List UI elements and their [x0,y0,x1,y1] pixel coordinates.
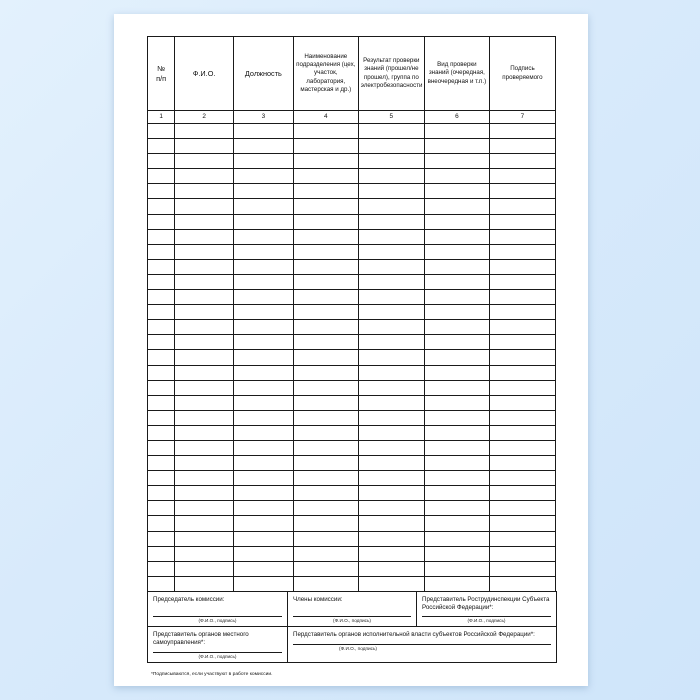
table-cell-empty[interactable] [358,531,424,546]
table-row[interactable] [148,456,556,471]
column-header-position [234,37,294,111]
table-cell-empty[interactable] [293,456,358,471]
table-cell-empty[interactable] [424,274,489,289]
table-row[interactable] [148,501,556,516]
table-cell-empty[interactable] [358,274,424,289]
table-row[interactable] [148,259,556,274]
table-cell-empty[interactable] [148,305,175,320]
table-cell-empty[interactable] [424,395,489,410]
table-cell-empty[interactable] [293,139,358,154]
table-cell-empty[interactable] [358,501,424,516]
table-row[interactable] [148,350,556,365]
table-cell-empty[interactable] [175,380,234,395]
table-cell-empty[interactable] [293,199,358,214]
table-cell-empty[interactable] [424,425,489,440]
table-cell-empty[interactable] [489,274,555,289]
table-row[interactable] [148,440,556,455]
table-cell-empty[interactable] [293,501,358,516]
table-row[interactable] [148,199,556,214]
table-cell-empty[interactable] [175,199,234,214]
table-cell-empty[interactable] [424,305,489,320]
table-cell-empty[interactable] [175,440,234,455]
chairman-signature-line[interactable] [153,616,282,617]
table-cell-empty[interactable] [424,456,489,471]
column-header-signature-label: Подпись проверяемого [502,65,543,81]
table-cell-empty[interactable] [424,501,489,516]
table-cell-empty[interactable] [358,244,424,259]
table-cell-empty[interactable] [489,320,555,335]
table-cell-empty[interactable] [148,184,175,199]
table-cell-empty[interactable] [234,456,294,471]
rostrudinspection-signature-line[interactable] [422,616,551,617]
table-row[interactable] [148,274,556,289]
table-cell-empty[interactable] [424,214,489,229]
table-cell-empty[interactable] [148,380,175,395]
table-cell-empty[interactable] [358,290,424,305]
table-cell-empty[interactable] [424,471,489,486]
table-cell-empty[interactable] [234,199,294,214]
table-cell-empty[interactable] [489,576,555,591]
table-cell-empty[interactable] [489,335,555,350]
table-row[interactable] [148,169,556,184]
table-cell-empty[interactable] [175,501,234,516]
table-cell-empty[interactable] [234,425,294,440]
table-cell-empty[interactable] [424,290,489,305]
table-cell-empty[interactable] [358,440,424,455]
column-header-department [293,37,358,111]
footnote: *Подписываются, если участвуют в работе комиссии. [151,672,273,678]
table-cell-empty[interactable] [175,365,234,380]
chairman-label: Председатель комиссии: [153,595,225,603]
table-cell-empty[interactable] [175,546,234,561]
table-cell-empty[interactable] [424,486,489,501]
table-cell-empty[interactable] [148,456,175,471]
column-header-signature [489,37,555,111]
column-header-result-label: Результат проверки знаний (прошел/не прошел), группа по электробезопасности [360,57,423,89]
table-cell-empty[interactable] [293,169,358,184]
table-cell-empty[interactable] [175,531,234,546]
table-cell-empty[interactable] [424,124,489,139]
signature-row-bottom [148,627,557,663]
table-cell-empty[interactable] [424,335,489,350]
table-cell-empty[interactable] [489,425,555,440]
table-cell-empty[interactable] [489,561,555,576]
table-cell-empty[interactable] [424,440,489,455]
local-government-label: Представитель органов местного самоуправления*: [153,631,249,647]
table-cell-empty[interactable] [358,456,424,471]
table-cell-empty[interactable] [293,440,358,455]
table-cell-empty[interactable] [234,561,294,576]
table-cell-empty[interactable] [175,576,234,591]
table-cell-empty[interactable] [489,456,555,471]
table-cell-empty[interactable] [358,516,424,531]
table-cell-empty[interactable] [148,486,175,501]
table-cell-empty[interactable] [234,259,294,274]
table-cell-empty[interactable] [234,244,294,259]
table-cell-empty[interactable] [234,350,294,365]
table-cell-empty[interactable] [234,290,294,305]
table-cell-empty[interactable] [175,425,234,440]
table-cell-empty[interactable] [148,365,175,380]
members-label: Члены комиссии: [293,595,343,603]
local-government-caption: (Ф.И.О., подпись) [198,654,237,660]
table-cell-empty[interactable] [234,305,294,320]
table-cell-empty[interactable] [424,365,489,380]
table-cell-empty[interactable] [293,561,358,576]
table-cell-empty[interactable] [489,154,555,169]
table-cell-empty[interactable] [489,471,555,486]
table-cell-empty[interactable] [293,259,358,274]
table-cell-empty[interactable] [234,320,294,335]
table-cell-empty[interactable] [358,576,424,591]
table-row[interactable] [148,576,556,591]
table-cell-empty[interactable] [148,169,175,184]
table-cell-empty[interactable] [293,365,358,380]
table-cell-empty[interactable] [234,410,294,425]
table-cell-empty[interactable] [358,546,424,561]
rostrudinspection-cell [417,591,557,626]
chairman-caption: (Ф.И.О., подпись) [198,617,237,623]
table-cell-empty[interactable] [148,546,175,561]
rostrudinspection-label: Представитель Рострудинспекции Субъекта Российской Федерации*: [422,595,550,611]
table-cell-empty[interactable] [175,456,234,471]
table-cell-empty[interactable] [489,395,555,410]
table-cell-empty[interactable] [293,229,358,244]
knowledge-check-table [147,36,556,592]
table-cell-empty[interactable] [424,576,489,591]
table-cell-empty[interactable] [148,350,175,365]
table-row[interactable] [148,139,556,154]
table-cell-empty[interactable] [234,335,294,350]
table-cell-empty[interactable] [424,184,489,199]
table-cell-empty[interactable] [424,139,489,154]
table-cell-empty[interactable] [234,576,294,591]
table-row[interactable] [148,229,556,244]
table-cell-empty[interactable] [148,229,175,244]
table-cell-empty[interactable] [148,395,175,410]
table-cell-empty[interactable] [148,320,175,335]
table-cell-empty[interactable] [293,350,358,365]
table-row[interactable] [148,214,556,229]
table-cell-empty[interactable] [293,471,358,486]
table-row[interactable] [148,471,556,486]
table-cell-empty[interactable] [293,516,358,531]
table-cell-empty[interactable] [148,199,175,214]
table-cell-empty[interactable] [489,124,555,139]
table-cell-empty[interactable] [175,169,234,184]
table-cell-empty[interactable] [489,139,555,154]
table-cell-empty[interactable] [424,199,489,214]
table-cell-empty[interactable] [234,154,294,169]
table-cell-empty[interactable] [293,290,358,305]
table-row[interactable] [148,184,556,199]
table-cell-empty[interactable] [358,320,424,335]
table-cell-empty[interactable] [175,259,234,274]
table-row[interactable] [148,425,556,440]
column-number-cell: 7 [489,111,555,124]
table-cell-empty[interactable] [358,199,424,214]
table-row[interactable] [148,380,556,395]
table-cell-empty[interactable] [175,139,234,154]
table-cell-empty[interactable] [293,274,358,289]
members-cell [288,591,417,626]
table-cell-empty[interactable] [175,471,234,486]
table-cell-empty[interactable] [293,576,358,591]
table-cell-empty[interactable] [148,290,175,305]
table-cell-empty[interactable] [424,531,489,546]
table-cell-empty[interactable] [489,486,555,501]
table-cell-empty[interactable] [358,139,424,154]
table-cell-empty[interactable] [489,440,555,455]
column-header-fio [175,37,234,111]
table-cell-empty[interactable] [489,350,555,365]
table-cell-empty[interactable] [148,259,175,274]
table-cell-empty[interactable] [175,184,234,199]
column-number-cell: 2 [175,111,234,124]
table-cell-empty[interactable] [358,365,424,380]
column-header-check-type-label: Вид проверки знаний (очередная, внеочередная и т.п.) [427,61,487,85]
table-cell-empty[interactable] [234,531,294,546]
table-cell-empty[interactable] [175,229,234,244]
table-cell-empty[interactable] [293,335,358,350]
members-signature-line[interactable] [293,616,411,617]
table-cell-empty[interactable] [489,531,555,546]
table-cell-empty[interactable] [293,486,358,501]
table-cell-empty[interactable] [424,410,489,425]
table-cell-empty[interactable] [234,380,294,395]
executive-authority-label: Пердставитель органов исполнительной власти субъектов Российской Федерации*: [293,631,535,639]
table-row[interactable] [148,124,556,139]
table-cell-empty[interactable] [175,395,234,410]
table-cell-empty[interactable] [148,274,175,289]
table-cell-empty[interactable] [234,546,294,561]
table-cell-empty[interactable] [234,365,294,380]
table-row[interactable] [148,154,556,169]
table-cell-empty[interactable] [293,154,358,169]
table-cell-empty[interactable] [424,229,489,244]
table-cell-empty[interactable] [234,471,294,486]
rostrudinspection-caption: (Ф.И.О., подпись) [467,618,506,624]
executive-authority-caption: (Ф.И.О., подпись) [339,646,377,652]
table-cell-empty[interactable] [424,154,489,169]
table-cell-empty[interactable] [234,229,294,244]
column-header-fio-label: Ф.И.О. [192,68,216,78]
table-cell-empty[interactable] [489,214,555,229]
table-cell-empty[interactable] [175,561,234,576]
column-header-number-label: № п/п [156,64,167,83]
table-cell-empty[interactable] [148,335,175,350]
table-row[interactable] [148,320,556,335]
table-cell-empty[interactable] [358,380,424,395]
table-cell-empty[interactable] [489,259,555,274]
column-header-position-label: Должность [244,68,282,78]
table-cell-empty[interactable] [234,395,294,410]
table-cell-empty[interactable] [175,154,234,169]
table-cell-empty[interactable] [234,440,294,455]
table-cell-empty[interactable] [293,184,358,199]
table-cell-empty[interactable] [424,259,489,274]
table-cell-empty[interactable] [293,320,358,335]
table-cell-empty[interactable] [175,244,234,259]
table-cell-empty[interactable] [234,274,294,289]
members-caption: (Ф.И.О., подпись) [333,617,371,623]
signature-row-top [148,591,557,626]
table-cell-empty[interactable] [175,305,234,320]
column-number-row [148,111,556,124]
column-header-check-type [424,37,489,111]
executive-authority-signature-line[interactable] [293,644,551,645]
column-number-cell: 5 [358,111,424,124]
table-cell-empty[interactable] [148,531,175,546]
table-cell-empty[interactable] [148,425,175,440]
table-row[interactable] [148,486,556,501]
table-cell-empty[interactable] [489,501,555,516]
table-cell-empty[interactable] [489,305,555,320]
table-cell-empty[interactable] [489,244,555,259]
table-cell-empty[interactable] [175,124,234,139]
signature-block [147,591,557,663]
table-cell-empty[interactable] [234,486,294,501]
table-cell-empty[interactable] [175,350,234,365]
table-cell-empty[interactable] [489,546,555,561]
table-cell-empty[interactable] [293,244,358,259]
table-cell-empty[interactable] [175,274,234,289]
table-cell-empty[interactable] [489,169,555,184]
table-cell-empty[interactable] [175,290,234,305]
chairman-cell [148,591,288,626]
table-row[interactable] [148,365,556,380]
table-cell-empty[interactable] [424,516,489,531]
table-cell-empty[interactable] [358,154,424,169]
table-cell-empty[interactable] [358,395,424,410]
column-number-cell: 3 [234,111,294,124]
table-cell-empty[interactable] [358,305,424,320]
table-cell-empty[interactable] [358,259,424,274]
table-cell-empty[interactable] [358,350,424,365]
table-cell-empty[interactable] [358,214,424,229]
table-cell-empty[interactable] [293,546,358,561]
table-row[interactable] [148,546,556,561]
local-government-cell [148,627,288,663]
document-sheet [147,36,556,677]
table-cell-empty[interactable] [234,501,294,516]
table-cell-empty[interactable] [234,516,294,531]
column-number-cell: 6 [424,111,489,124]
table-cell-empty[interactable] [293,214,358,229]
table-cell-empty[interactable] [489,516,555,531]
table-cell-empty[interactable] [424,546,489,561]
table-cell-empty[interactable] [148,410,175,425]
table-cell-empty[interactable] [293,395,358,410]
table-cell-empty[interactable] [489,184,555,199]
table-cell-empty[interactable] [424,350,489,365]
table-cell-empty[interactable] [293,531,358,546]
table-cell-empty[interactable] [358,486,424,501]
table-cell-empty[interactable] [358,335,424,350]
table-cell-empty[interactable] [175,335,234,350]
table-cell-empty[interactable] [234,169,294,184]
table-cell-empty[interactable] [489,290,555,305]
table-cell-empty[interactable] [148,561,175,576]
local-government-signature-line[interactable] [153,652,282,653]
table-row[interactable] [148,561,556,576]
table-cell-empty[interactable] [293,425,358,440]
table-cell-empty[interactable] [293,380,358,395]
table-cell-empty[interactable] [424,244,489,259]
table-cell-empty[interactable] [358,561,424,576]
executive-authority-cell [288,627,557,663]
table-row[interactable] [148,244,556,259]
document-page [114,14,588,686]
column-number-cell: 1 [148,111,175,124]
table-cell-empty[interactable] [148,124,175,139]
table-cell-empty[interactable] [234,214,294,229]
table-cell-empty[interactable] [489,365,555,380]
table-cell-empty[interactable] [489,229,555,244]
table-cell-empty[interactable] [358,425,424,440]
table-cell-empty[interactable] [148,154,175,169]
table-row[interactable] [148,531,556,546]
table-cell-empty[interactable] [293,410,358,425]
table-body [148,111,556,592]
table-cell-empty[interactable] [424,169,489,184]
table-cell-empty[interactable] [175,516,234,531]
table-row[interactable] [148,410,556,425]
table-cell-empty[interactable] [358,124,424,139]
table-row[interactable] [148,290,556,305]
table-cell-empty[interactable] [424,561,489,576]
table-cell-empty[interactable] [358,229,424,244]
table-cell-empty[interactable] [293,305,358,320]
table-cell-empty[interactable] [234,124,294,139]
table-cell-empty[interactable] [234,139,294,154]
table-cell-empty[interactable] [148,516,175,531]
table-cell-empty[interactable] [175,320,234,335]
table-cell-empty[interactable] [148,139,175,154]
table-cell-empty[interactable] [175,410,234,425]
table-cell-empty[interactable] [175,486,234,501]
table-cell-empty[interactable] [358,471,424,486]
table-cell-empty[interactable] [489,380,555,395]
table-cell-empty[interactable] [424,320,489,335]
column-header-number [148,37,175,111]
table-cell-empty[interactable] [424,380,489,395]
table-cell-empty[interactable] [148,576,175,591]
table-cell-empty[interactable] [293,124,358,139]
table-cell-empty[interactable] [234,184,294,199]
table-cell-empty[interactable] [175,214,234,229]
column-number-cell: 4 [293,111,358,124]
table-cell-empty[interactable] [358,169,424,184]
table-header-row [148,37,556,111]
table-row[interactable] [148,395,556,410]
table-cell-empty[interactable] [148,501,175,516]
table-cell-empty[interactable] [148,471,175,486]
table-cell-empty[interactable] [358,184,424,199]
table-row[interactable] [148,305,556,320]
table-cell-empty[interactable] [489,410,555,425]
table-cell-empty[interactable] [489,199,555,214]
table-cell-empty[interactable] [148,244,175,259]
column-header-department-label: Наименование подразделения (цех, участок, лаборатория, мастерская и др.) [296,53,356,93]
column-header-result [358,37,424,111]
table-cell-empty[interactable] [358,410,424,425]
table-row[interactable] [148,335,556,350]
table-row[interactable] [148,516,556,531]
table-cell-empty[interactable] [148,440,175,455]
table-cell-empty[interactable] [148,214,175,229]
